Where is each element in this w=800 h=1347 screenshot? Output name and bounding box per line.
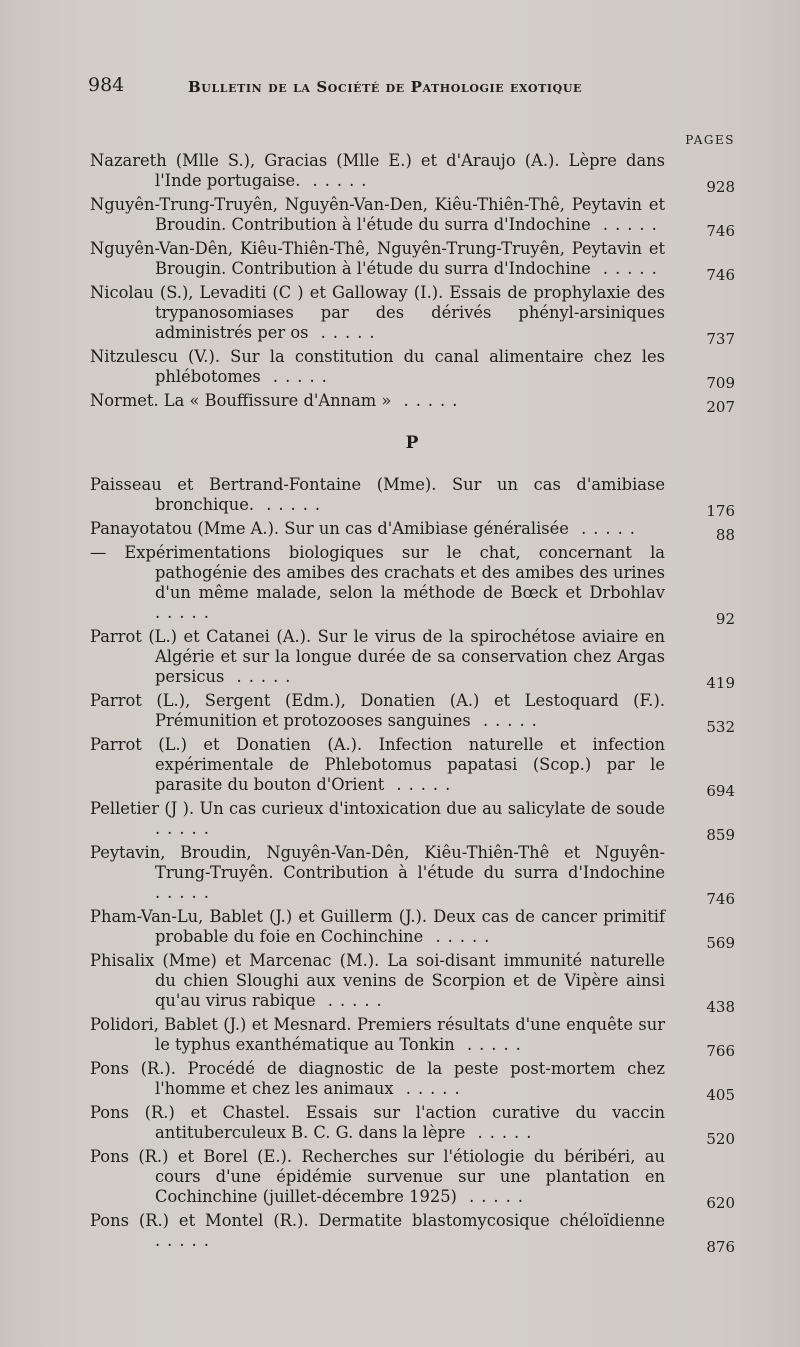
page-header bbox=[88, 74, 648, 96]
index-entry bbox=[90, 475, 735, 520]
leader-dots: ..... bbox=[465, 1123, 539, 1142]
leader-dots: ..... bbox=[454, 1035, 528, 1054]
entry-page: 746 bbox=[706, 222, 735, 240]
page-number: 984 bbox=[88, 74, 125, 96]
index-entry bbox=[90, 283, 735, 348]
index-entry bbox=[90, 151, 735, 196]
index-entry bbox=[90, 799, 735, 844]
index-entry bbox=[90, 735, 735, 800]
leader-dots: ..... bbox=[224, 667, 298, 686]
entry-text: Panayotatou (Mme A.). Sur un cas d'Amibiase généralisée bbox=[90, 519, 569, 538]
leader-dots: ..... bbox=[423, 927, 497, 946]
index-entry bbox=[90, 1059, 735, 1104]
entry-text: Pons (R.). Procédé de diagnostic de la peste post-mortem chez l'homme et chez les animaux bbox=[90, 1059, 665, 1098]
index-entry bbox=[90, 1211, 735, 1256]
entry-text: Parrot (L.), Sergent (Edm.), Donatien (A.) et Lestoquard (F.). Prémunition et protozooses sanguines bbox=[90, 691, 665, 730]
entry-page: 766 bbox=[706, 1042, 735, 1060]
entry-page: 876 bbox=[706, 1238, 735, 1256]
entry-text: Parrot (L.) et Catanei (A.). Sur le virus de la spirochétose aviaire en Algérie et sur la longue durée de sa conservation chez Argas persicus bbox=[90, 627, 665, 686]
index-entry bbox=[90, 907, 735, 952]
leader-dots: ..... bbox=[315, 991, 389, 1010]
index-entry bbox=[90, 239, 735, 284]
entry-page: 694 bbox=[706, 782, 735, 800]
entry-page: 438 bbox=[706, 998, 735, 1016]
leader-dots: ..... bbox=[308, 323, 382, 342]
pages-column-label: PAGES bbox=[685, 133, 735, 147]
entry-page: 746 bbox=[706, 890, 735, 908]
entry-page: 620 bbox=[706, 1194, 735, 1212]
entry-text: Pons (R.) et Chastel. Essais sur l'action curative du vaccin antituberculeux B. C. G. dans la lèpre bbox=[90, 1103, 665, 1142]
index-entry bbox=[90, 391, 735, 416]
leader-dots: ..... bbox=[300, 171, 374, 190]
entry-text: Pons (R.) et Montel (R.). Dermatite blastomycosique chéloïdienne bbox=[90, 1211, 665, 1230]
leader-dots: ..... bbox=[456, 1187, 530, 1206]
leader-dots: ..... bbox=[155, 819, 216, 838]
index-entry bbox=[90, 519, 735, 544]
entry-page: 746 bbox=[706, 266, 735, 284]
entry-text: Pelletier (J ). Un cas curieux d'intoxication due au salicylate de soude bbox=[90, 799, 665, 818]
entry-page: 92 bbox=[715, 610, 735, 628]
entry-text: Pons (R.) et Borel (E.). Recherches sur l'étiologie du béribéri, au cours d'une épidémie survenue sur une plantation en Cochinchine (juillet-décembre 1925) bbox=[90, 1147, 665, 1206]
index-entry bbox=[90, 1015, 735, 1060]
entry-page: 207 bbox=[706, 398, 735, 416]
entry-page: 569 bbox=[706, 934, 735, 952]
entry-text: Polidori, Bablet (J.) et Mesnard. Premiers résultats d'une enquête sur le typhus exanthématique au Tonkin bbox=[90, 1015, 665, 1054]
section-letter: P bbox=[405, 433, 420, 453]
entry-page: 709 bbox=[706, 374, 735, 392]
leader-dots: ..... bbox=[391, 391, 465, 410]
leader-dots: ..... bbox=[568, 519, 642, 538]
index-entry bbox=[90, 347, 735, 392]
leader-dots: ..... bbox=[260, 367, 334, 386]
index-entry bbox=[90, 1147, 735, 1212]
leader-dots: ..... bbox=[470, 711, 544, 730]
index-entry bbox=[90, 691, 735, 736]
entry-text: Nicolau (S.), Levaditi (C ) et Galloway (I.). Essais de prophylaxie des trypanosomiases par des dérivés phényl-arsiniques administrés per os bbox=[90, 283, 665, 342]
entry-text: Nguyên-Trung-Truyên, Nguyên-Van-Den, Kiêu-Thiên-Thê, Peytavin et Broudin. Contribution à l'étude du surra d'Indochine bbox=[90, 195, 665, 234]
entry-text: Phisalix (Mme) et Marcenac (M.). La soi-disant immunité naturelle du chien Sloughi aux venins de Scorpion et de Vipère ainsi qu'au virus rabique bbox=[90, 951, 665, 1010]
index-entry bbox=[90, 951, 735, 1016]
entry-page: 737 bbox=[706, 330, 735, 348]
entry-text: Normet. La « Bouffissure d'Annam » bbox=[90, 391, 392, 410]
leader-dots: ..... bbox=[590, 215, 664, 234]
entries-n bbox=[90, 151, 735, 416]
index-entry bbox=[90, 843, 735, 908]
entry-text: Nitzulescu (V.). Sur la constitution du canal alimentaire chez les phlébotomes bbox=[90, 347, 665, 386]
leader-dots: ..... bbox=[590, 259, 664, 278]
leader-dots: ..... bbox=[155, 603, 216, 622]
entry-page: 532 bbox=[706, 718, 735, 736]
index-entry bbox=[90, 1103, 735, 1148]
entry-page: 859 bbox=[706, 826, 735, 844]
entry-page: 419 bbox=[706, 674, 735, 692]
leader-dots: ..... bbox=[254, 495, 328, 514]
entry-page: 88 bbox=[715, 526, 735, 544]
entry-text: Nguyên-Van-Dên, Kiêu-Thiên-Thê, Nguyên-Trung-Truyên, Peytavin et Brougin. Contribution à l'étude du surra d'Indochine bbox=[90, 239, 665, 278]
entry-text: Parrot (L.) et Donatien (A.). Infection naturelle et infection expérimentale de Phlebotomus papatasi (Scop.) par le parasite du bouton d'Orient bbox=[90, 735, 665, 794]
entry-page: 405 bbox=[706, 1086, 735, 1104]
entries-p bbox=[90, 475, 735, 1256]
entry-text: Paisseau et Bertrand-Fontaine (Mme). Sur un cas d'amibiase bronchique. bbox=[90, 475, 665, 514]
entry-text: Pham-Van-Lu, Bablet (J.) et Guillerm (J.). Deux cas de cancer primitif probable du foie en Cochinchine bbox=[90, 907, 665, 946]
entry-page: 176 bbox=[706, 502, 735, 520]
leader-dots: ..... bbox=[155, 883, 216, 902]
entry-text: Nazareth (Mlle S.), Gracias (Mlle E.) et d'Araujo (A.). Lèpre dans l'Inde portugaise. bbox=[90, 151, 665, 190]
entry-text: Peytavin, Broudin, Nguyên-Van-Dên, Kiêu-Thiên-Thê et Nguyên-Trung-Truyên. Contribution à l'étude du surra d'Indochine bbox=[90, 843, 665, 882]
index-entry bbox=[90, 543, 735, 628]
leader-dots: ..... bbox=[155, 1231, 216, 1250]
index-entry bbox=[90, 627, 735, 692]
leader-dots: ..... bbox=[393, 1079, 467, 1098]
entry-page: 520 bbox=[706, 1130, 735, 1148]
index-entry bbox=[90, 195, 735, 240]
entry-page: 928 bbox=[706, 178, 735, 196]
running-title: Bulletin de la Société de Pathologie exotique bbox=[188, 78, 583, 96]
leader-dots: ..... bbox=[384, 775, 458, 794]
index-column bbox=[90, 133, 735, 1255]
entry-text: — Expérimentations biologiques sur le chat, concernant la pathogénie des amibes des crachats et des amibes des urines d'un même malade, selon la méthode de Bœck et Drbohlav bbox=[90, 543, 665, 602]
